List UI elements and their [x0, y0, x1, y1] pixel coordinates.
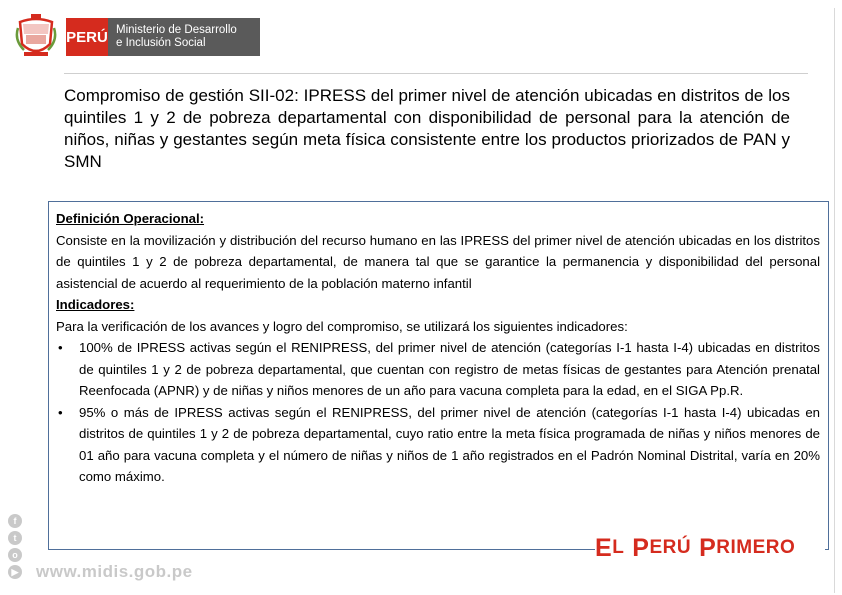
slide-title: Compromiso de gestión SII-02: IPRESS del primer nivel de atención ubicadas en distritos de los quintiles 1 y 2 de pobreza departamental con disponibilidad de personal para la atención de niños, niñas y gestantes según meta física consistente entre los productos priorizados de PAN y SMN [64, 86, 790, 171]
ministry-line-2: e Inclusión Social [116, 37, 206, 49]
slogan-letter: RIMERO [716, 537, 796, 558]
flickr-icon[interactable]: o [8, 548, 22, 562]
definition-box [48, 201, 829, 550]
indicator-item [56, 402, 820, 488]
bullet-icon: • [58, 404, 63, 420]
header-logo [14, 12, 260, 62]
bullet-icon: • [58, 340, 63, 355]
slogan-letter: L [612, 537, 625, 558]
indicator-text: 100% de IPRESS activas según el RENIPRESS, del primer nivel de atención (categorías I-1 hasta I-4) ubicadas en distritos de quintiles 1 y 2 de pobreza departamental, que cuentan con registro de metas físicas de gestantes para Atención prenatal Reenfocada (APNR) y de niñas y niños menores de un año para vacuna completa para la edad, en el SIGA Pp.R. [79, 340, 820, 398]
indicators-list [56, 337, 820, 488]
slogan-logo [595, 528, 825, 568]
definition-text: Consiste en la movilización y distribución del recurso humano en las IPRESS del primer nivel de atención ubicadas en los distritos de quintiles 1 y 2 de pobreza departamental, de manera tal que se garantice la permanencia y disponibilidad del personal asistencial de acuerdo al requerimiento de la población materno infantil [56, 232, 820, 291]
facebook-icon[interactable]: f [8, 514, 22, 528]
website-link[interactable]: www.midis.gob.pe [36, 562, 193, 581]
slogan-letter: P [632, 533, 650, 562]
right-divider-line [834, 8, 835, 593]
indicators-intro: Para la verificación de los avances y logro del compromiso, se utilizará los siguientes indicadores: [56, 318, 628, 334]
indicators-heading: Indicadores: [56, 297, 135, 312]
youtube-icon[interactable]: ▶ [8, 565, 22, 579]
slogan-letter: P [699, 533, 717, 562]
indicator-text: 95% o más de IPRESS activas según el RENIPRESS, del primer nivel de atención (categorías I-1 hasta I-4) ubicadas en distritos de quintiles 1 y 2 de pobreza departamental, cuyo ratio entre la meta física programada de niñas y niños menores de 01 año para vacuna completa y el número de niñas y niños de 1 año registrados en el Padrón Nominal Distrital, varía en 20% como máximo. [79, 404, 820, 484]
ministry-line-1: Ministerio de Desarrollo [116, 24, 237, 36]
coat-of-arms-icon [14, 14, 58, 60]
definition-heading: Definición Operacional: [56, 211, 205, 226]
slogan-letter: ERÚ [649, 537, 692, 558]
indicator-item [56, 337, 820, 402]
twitter-icon[interactable]: t [8, 531, 22, 545]
peru-label-box [66, 18, 108, 56]
header-divider [64, 73, 808, 74]
peru-label: PERÚ [66, 28, 108, 46]
slogan-letter: E [595, 533, 613, 562]
social-icons [8, 514, 26, 579]
ministry-label-box [108, 18, 260, 56]
